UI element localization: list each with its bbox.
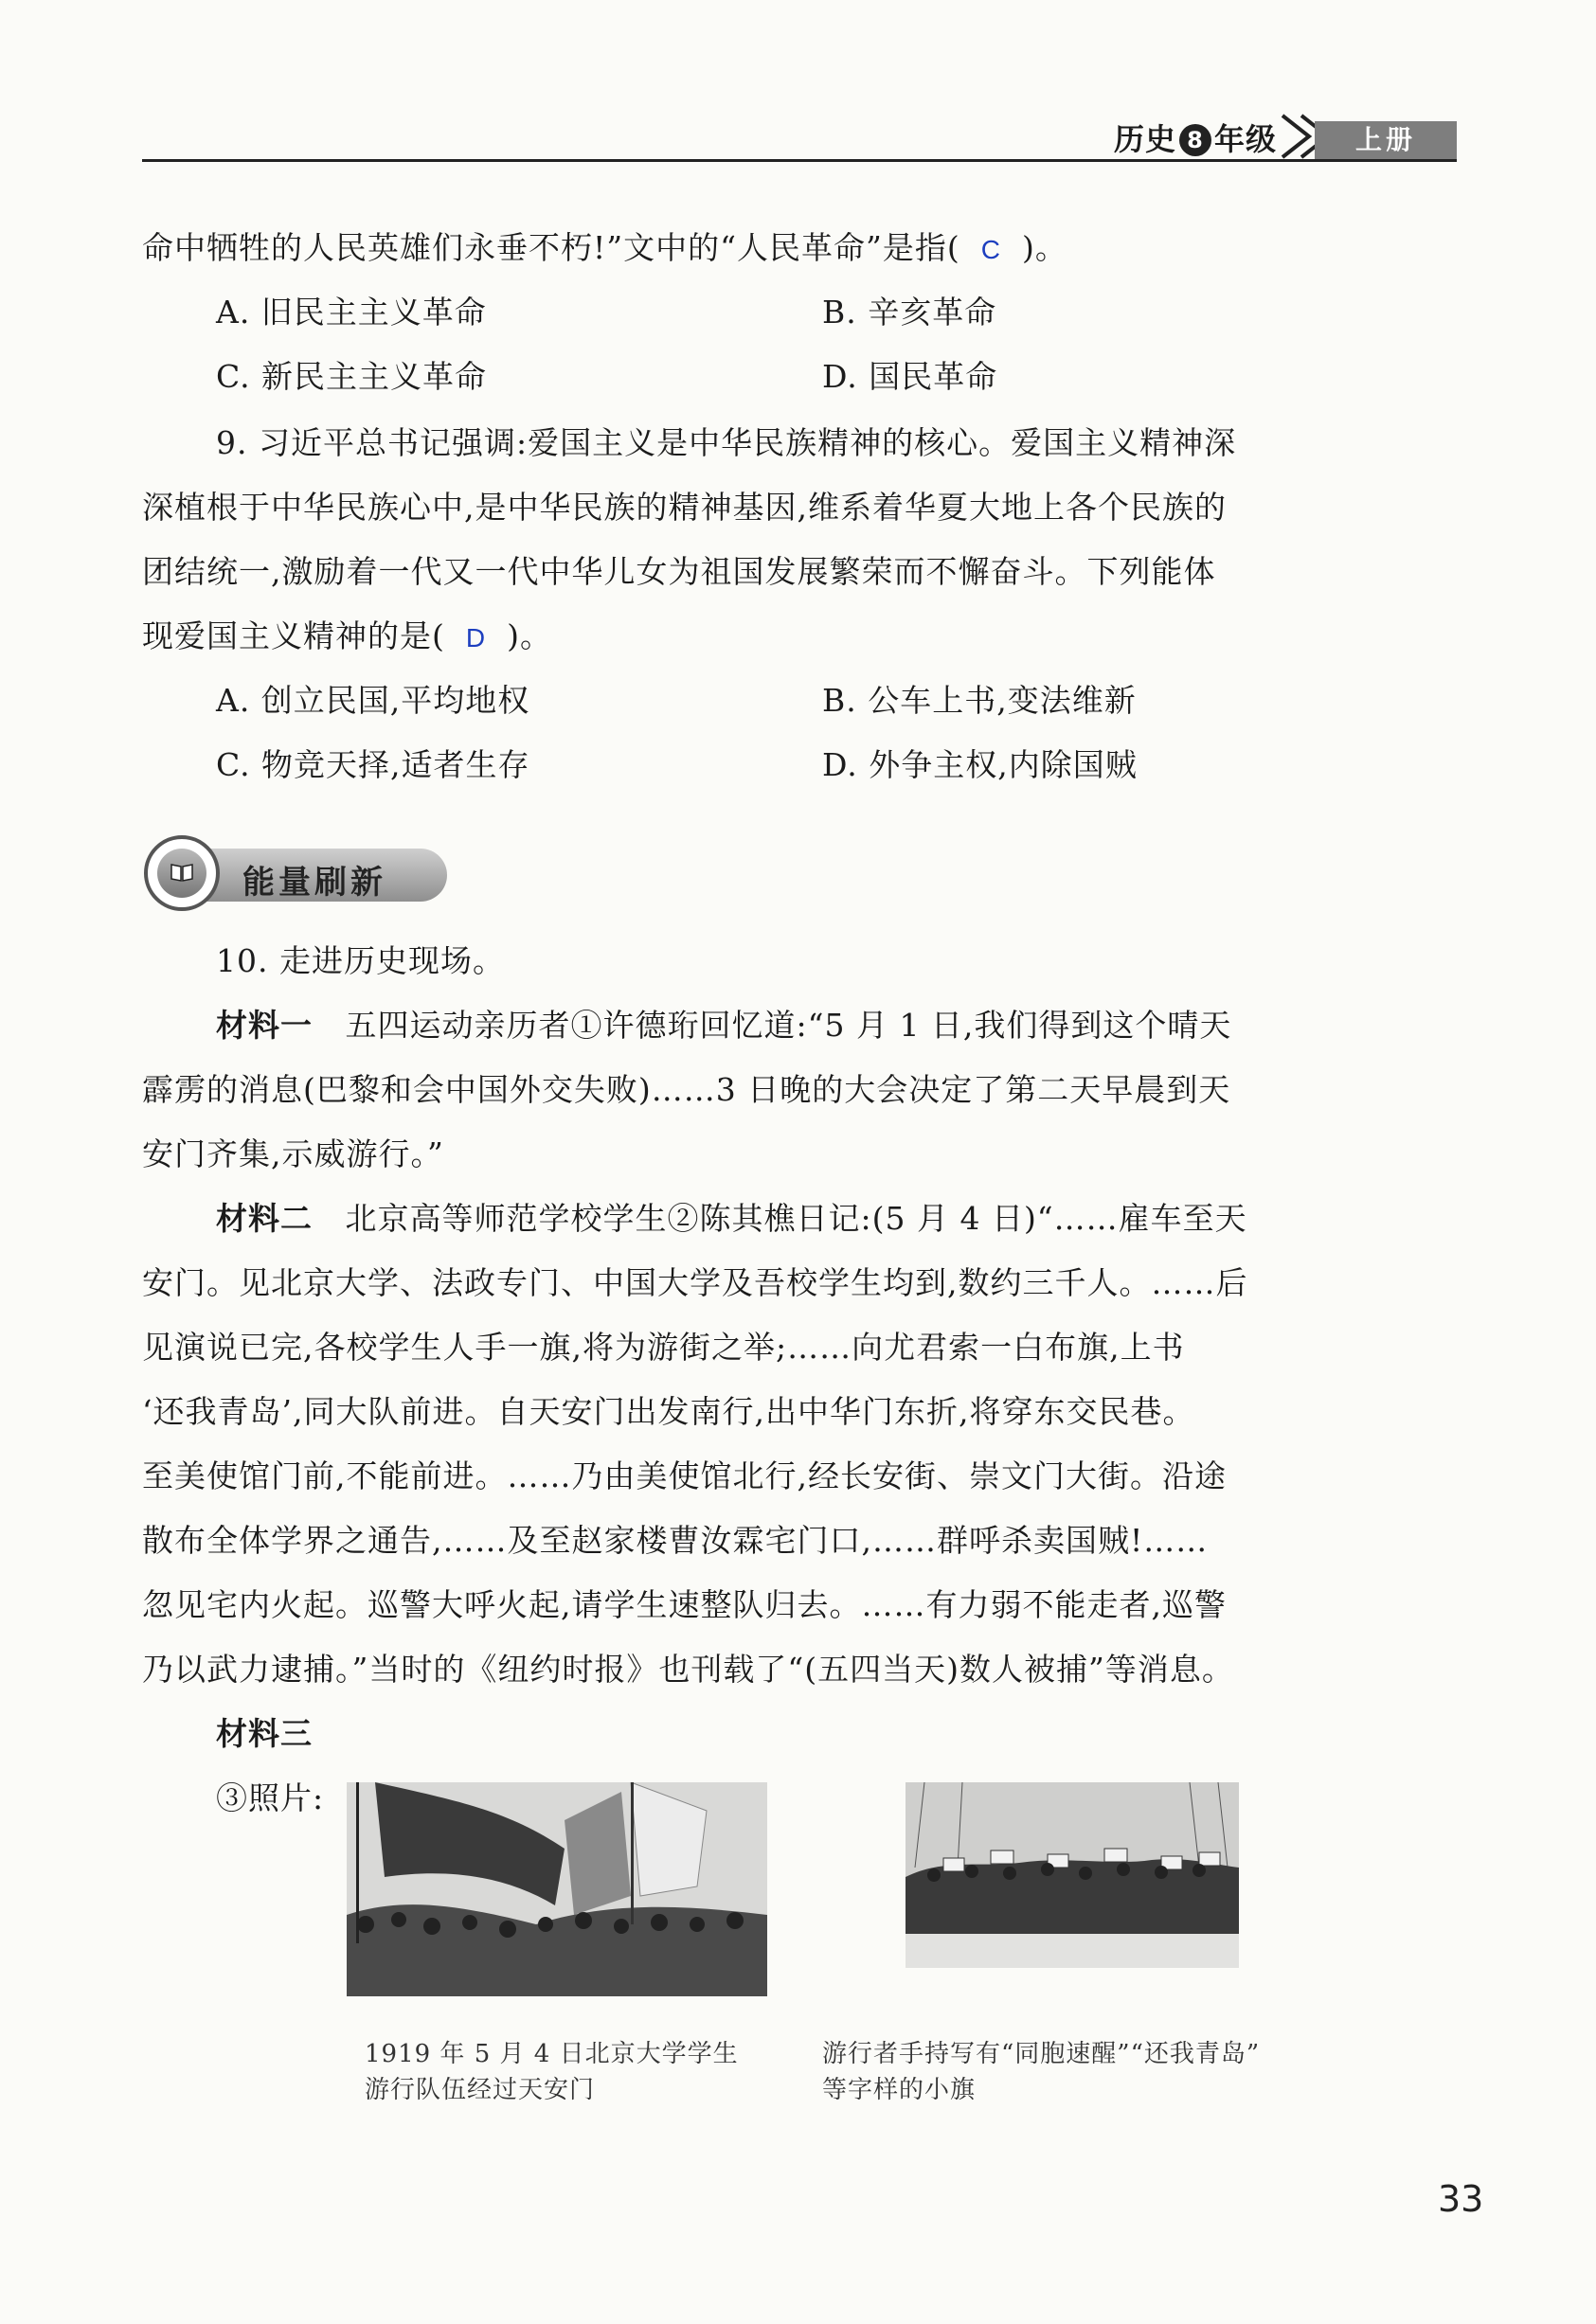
material-2-line-1 — [216, 1200, 1514, 1238]
header-subject: 历史 — [1113, 121, 1176, 157]
volume-tag: 上册 — [1315, 121, 1457, 159]
material-2-label: 材料二 — [216, 1200, 313, 1237]
section-header — [144, 831, 447, 911]
photo-2-caption-line-2: 等字样的小旗 — [822, 2076, 977, 2104]
q9-stem-close: )。 — [507, 617, 552, 654]
q8-option-a: A. 旧民主主义革命 — [216, 294, 487, 331]
material-2-line-4: ‘还我青岛’,同大队前进。自天安门出发南行,出中华门东折,将穿东交民巷。 — [142, 1393, 1195, 1430]
material-2-line-2: 安门。见北京大学、法政专门、中国大学及吾校学生均到,数约三千人。……后 — [142, 1264, 1248, 1301]
q9-option-c: C. 物竞天择,适者生存 — [216, 746, 530, 783]
material-2-line-3: 见演说已完,各校学生人手一旗,将为游街之举;……向尤君索一白布旗,上书 — [142, 1329, 1185, 1366]
q9-option-d: D. 外争主权,内除国贼 — [822, 746, 1138, 783]
grade-number-badge: 8 — [1179, 124, 1211, 156]
q9-stem-line-1: 9. 习近平总书记强调:爱国主义是中华民族精神的核心。爱国主义精神深 — [216, 424, 1237, 461]
photo-1-caption-line-1: 1919 年 5 月 4 日北京大学学生 — [365, 2040, 739, 2068]
book-icon — [170, 863, 193, 882]
photo-label: ③照片: — [216, 1779, 325, 1816]
photo-may-fourth-parade — [347, 1782, 767, 1996]
q9-stem-text: 现爱国主义精神的是( — [142, 617, 445, 654]
material-2-line-8: 乃以武力逮捕。”当时的《纽约时报》也刊载了“(五四当天)数人被捕”等消息。 — [142, 1651, 1234, 1688]
q9-stem-line-3: 团结统一,激励着一代又一代中华儿女为祖国发展繁荣而不懈奋斗。下列能体 — [142, 553, 1216, 590]
material-2-line-5: 至美使馆门前,不能前进。……乃由美使馆北行,经长安街、崇文门大街。沿途 — [142, 1457, 1227, 1494]
q9-stem-line-4 — [142, 617, 1440, 657]
q9-option-a: A. 创立民国,平均地权 — [216, 682, 530, 719]
material-2-line-7: 忽见宅内火起。巡警大呼火起,请学生速整队归去。……有力弱不能走者,巡警 — [142, 1586, 1227, 1623]
material-1-line-1 — [216, 1007, 1514, 1045]
q9-stem-line-2: 深植根于中华民族心中,是中华民族的精神基因,维系着华夏大地上各个民族的 — [142, 489, 1227, 526]
material-1-label: 材料一 — [216, 1007, 313, 1044]
q8-option-c: C. 新民主主义革命 — [216, 358, 488, 395]
page-number: 33 — [1438, 2178, 1484, 2220]
q9-answer: D — [465, 623, 487, 653]
material-1-line-2: 霹雳的消息(巴黎和会中国外交失败)……3 日晚的大会决定了第二天早晨到天 — [142, 1071, 1231, 1108]
q10-title: 10. 走进历史现场。 — [216, 942, 505, 979]
q8-stem-line — [142, 229, 1440, 269]
photo-2-caption-line-1: 游行者手持写有“同胞速醒”“还我青岛” — [822, 2040, 1261, 2068]
header-title — [1114, 116, 1277, 159]
header-grade-suffix: 年级 — [1213, 121, 1277, 157]
section-badge — [144, 835, 220, 911]
material-1-line-3: 安门齐集,示威游行。” — [142, 1135, 444, 1172]
page-header — [142, 112, 1457, 163]
q8-stem-text: 命中牺牲的人民英雄们永垂不朽!”文中的“人民革命”是指( — [142, 229, 960, 266]
q9-option-b: B. 公车上书,变法维新 — [822, 682, 1137, 719]
header-divider — [142, 159, 1457, 162]
photo-protesters-with-flags — [906, 1782, 1239, 1968]
material-3-label: 材料三 — [216, 1715, 313, 1752]
q8-answer: C — [980, 235, 1001, 264]
q8-option-b: B. 辛亥革命 — [822, 294, 997, 331]
material-2-text: 北京高等师范学校学生②陈其樵日记:(5 月 4 日)“……雇车至天 — [345, 1200, 1247, 1237]
photo-1-caption-line-2: 游行队伍经过天安门 — [365, 2076, 596, 2104]
material-1-text: 五四运动亲历者①许德珩回忆道:“5 月 1 日,我们得到这个晴天 — [345, 1007, 1232, 1044]
section-title: 能量刷新 — [242, 864, 386, 902]
material-2-line-6: 散布全体学界之通告,……及至赵家楼曹汝霖宅门口,……群呼杀卖国贼!…… — [142, 1522, 1209, 1559]
q8-stem-close: )。 — [1021, 229, 1067, 266]
q8-option-d: D. 国民革命 — [822, 358, 998, 395]
